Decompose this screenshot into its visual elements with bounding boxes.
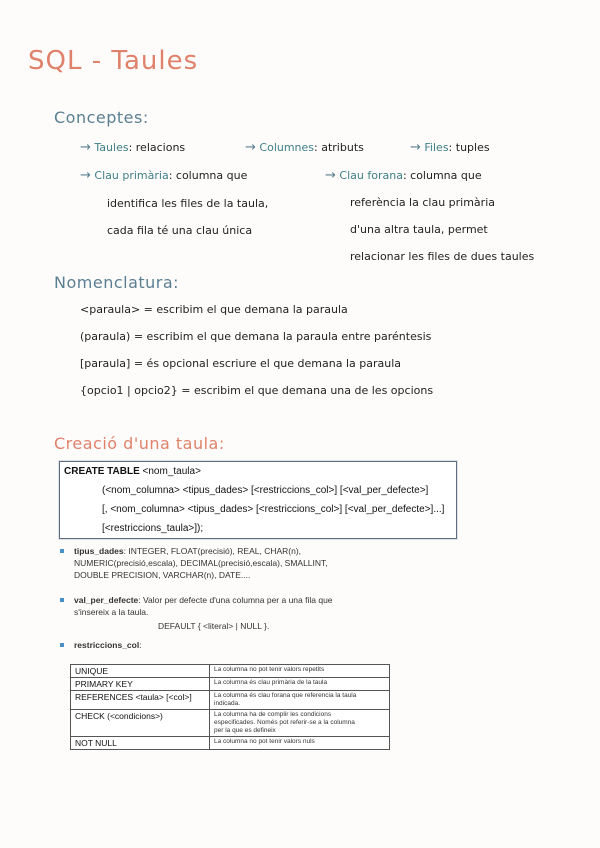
tipus-dades-line: DOUBLE PRECISION, VARCHAR(n), DATE.... [74, 570, 251, 580]
clau-primaria-line: cada fila té una clau única [107, 224, 253, 237]
code-line: (<nom_columna> <tipus_dades> [<restriccions_col>] [<val_per_defecte>] [102, 485, 429, 496]
val-per-defecte-line: : Valor per defecte d'una columna per a una fila que [138, 595, 333, 605]
val-per-defecte-note [74, 594, 333, 606]
concept-clau-forana [325, 168, 482, 183]
create-keyword: CREATE TABLE [64, 466, 140, 477]
concept-taules [80, 140, 185, 155]
concept-files [410, 140, 490, 155]
restriccions-table-body [71, 665, 390, 750]
restriccio-desc-line: La columna ha de complir les condicions [214, 711, 332, 718]
bullet-icon [60, 549, 64, 553]
restriccions-col-label: restriccions_col [74, 640, 140, 650]
clau-primaria-label: Clau primària [94, 169, 169, 182]
tipus-dades-line: NUMERIC(precisió,escala), DECIMAL(precisió,escala), SMALLINT, [74, 558, 328, 568]
restriccio-desc-line: La columna no pot tenir valors repetits [214, 666, 325, 673]
restriccio-desc-line: per la que es defineix [214, 727, 276, 734]
default-syntax: DEFAULT { <literal> | NULL }. [158, 621, 270, 631]
clau-forana-line: d'una altra taula, permet [350, 223, 488, 236]
val-per-defecte-label: val_per_defecte [74, 595, 139, 605]
restriccio-desc-line: La columna és clau primària de la taula [214, 679, 328, 686]
restriccio-desc-line: indicada. [214, 700, 241, 707]
arrow-icon: → [80, 168, 91, 183]
bullet-icon [60, 598, 64, 602]
clau-forana-line: relacionar les files de dues taules [350, 250, 535, 263]
create-table-line [64, 466, 201, 477]
restriccions-col-note [74, 639, 142, 651]
restriccio-key: CHECK (<condicions>) [71, 710, 210, 737]
nomenclatura-heading: Nomenclatura: [54, 273, 180, 292]
restriccions-table [70, 664, 390, 750]
clau-primaria-line: : columna que [168, 169, 248, 182]
table-row [71, 665, 390, 678]
code-line: [<restriccions_taula>]); [102, 523, 204, 534]
bullet-icon [60, 643, 64, 647]
arrow-icon: → [80, 140, 91, 155]
code-line: [, <nom_columna> <tipus_dades> [<restriccions_col>] [<val_per_defecte>]...] [102, 504, 445, 515]
columnes-label: Columnes [259, 141, 315, 154]
create-table-syntax-box [59, 461, 457, 539]
taules-label: Taules [94, 141, 129, 154]
files-value: : tuples [448, 141, 490, 154]
tipus-dades-label: tipus_dades [74, 546, 124, 556]
val-per-defecte-line: s'insereix a la taula. [74, 607, 149, 617]
page-title: SQL - Taules [28, 46, 199, 76]
restriccio-key: UNIQUE [71, 665, 210, 678]
clau-forana-line: : columna que [402, 169, 482, 182]
restriccio-desc-line: La columna és clau forana que referencia la taula [214, 692, 357, 699]
restriccio-desc [210, 678, 390, 691]
concept-columnes [245, 140, 364, 155]
restriccio-desc-line: especificades. Només pot referir-se a la columna [214, 719, 355, 726]
restriccio-desc [210, 737, 390, 750]
columnes-value: : atributs [314, 141, 364, 154]
table-row [71, 691, 390, 710]
concept-clau-primaria [80, 168, 247, 183]
nomenclatura-line: [paraula] = és opcional escriure el que demana la paraula [80, 357, 401, 370]
table-row [71, 737, 390, 750]
nomenclatura-line: <paraula> = escribim el que demana la paraula [80, 303, 348, 316]
clau-primaria-line: identifica les files de la taula, [107, 197, 269, 210]
create-rest: <nom_taula> [139, 466, 201, 477]
restriccio-key: REFERENCES <taula> [<col>] [71, 691, 210, 710]
arrow-icon: → [325, 168, 336, 183]
restriccio-key: PRIMARY KEY [71, 678, 210, 691]
restriccio-desc [210, 691, 390, 710]
creacio-heading: Creació d'una taula: [54, 434, 225, 453]
conceptes-heading: Conceptes: [54, 108, 149, 127]
tipus-dades-note [74, 545, 301, 557]
clau-forana-label: Clau forana [339, 169, 403, 182]
arrow-icon: → [410, 140, 421, 155]
taules-value: : relacions [128, 141, 186, 154]
arrow-icon: → [245, 140, 256, 155]
nomenclatura-line: {opcio1 | opcio2} = escribim el que demana una de les opcions [80, 384, 434, 397]
restriccio-desc [210, 710, 390, 737]
restriccio-desc-line: La columna no pot tenir valors nuls [214, 738, 315, 745]
files-label: Files [424, 141, 449, 154]
table-row [71, 678, 390, 691]
table-row [71, 710, 390, 737]
tipus-dades-line: : INTEGER, FLOAT(precisió), REAL, CHAR(n), [123, 546, 302, 556]
restriccio-key: NOT NULL [71, 737, 210, 750]
clau-forana-line: referència la clau primària [350, 196, 495, 209]
restriccions-col-suffix: : [139, 640, 142, 650]
nomenclatura-line: (paraula) = escribim el que demana la paraula entre paréntesis [80, 330, 432, 343]
restriccio-desc [210, 665, 390, 678]
